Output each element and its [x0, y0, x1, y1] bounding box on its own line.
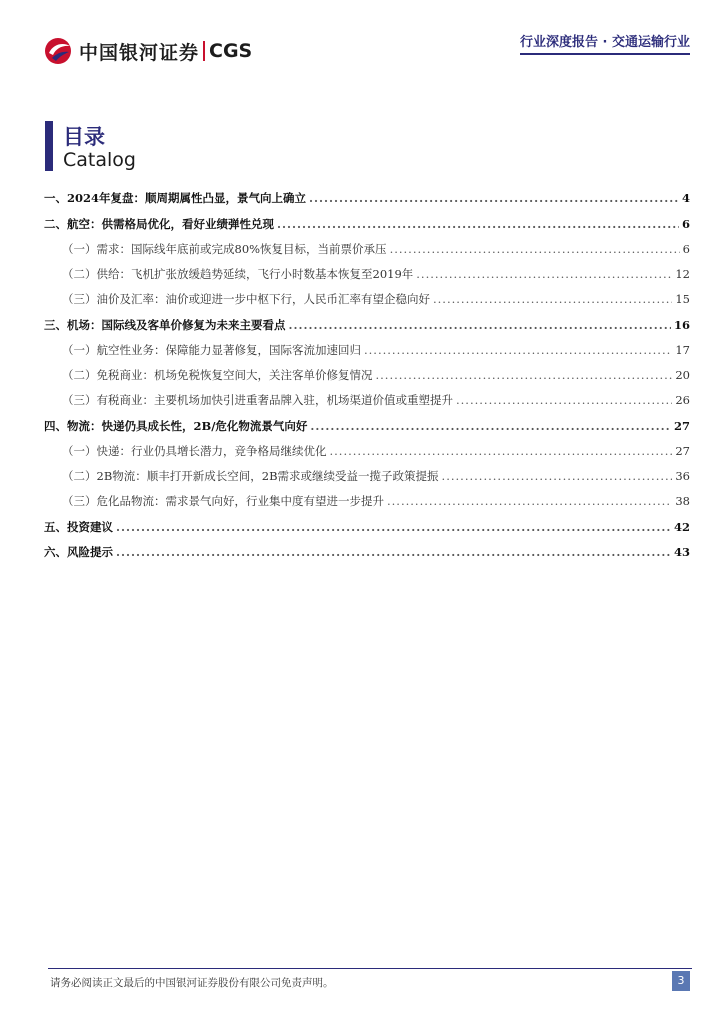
toc-leader-dots — [376, 368, 673, 382]
toc-entry[interactable] — [44, 544, 690, 569]
footer-rule — [48, 968, 692, 969]
toc-entry[interactable] — [44, 190, 690, 215]
catalog-title-en: Catalog — [63, 149, 136, 171]
toc-leader-dots — [116, 545, 671, 559]
toc-entry-page: 4 — [681, 191, 690, 205]
toc-leader-dots — [390, 242, 680, 256]
toc-leader-dots — [116, 520, 671, 534]
toc-entry[interactable] — [44, 418, 690, 443]
toc-entry[interactable] — [44, 291, 690, 316]
catalog-title-cn: 目录 — [63, 125, 105, 149]
toc-leader-dots — [387, 494, 672, 508]
toc-entry-text: （三）有税商业：主要机场加快引进重奢品牌入驻，机场渠道价值或重塑提升 — [62, 393, 453, 407]
toc-leader-dots — [416, 267, 672, 281]
logo-chinese-name: 中国银河证券 — [79, 41, 200, 64]
toc-leader-dots — [456, 393, 672, 407]
toc-entry[interactable] — [44, 493, 690, 518]
toc-entry-text: （三）油价及汇率：油价或迎进一步中枢下行，人民币汇率有望企稳向好 — [62, 292, 430, 306]
toc-entry-page: 36 — [675, 469, 690, 483]
toc-entry[interactable] — [44, 241, 690, 266]
toc-entry[interactable] — [44, 519, 690, 544]
toc-entry-page: 26 — [675, 393, 690, 407]
toc-entry-page: 16 — [673, 318, 690, 332]
toc-entry-page: 12 — [675, 267, 690, 281]
toc-entry[interactable] — [44, 266, 690, 291]
toc-entry[interactable] — [44, 317, 690, 342]
toc-leader-dots — [310, 419, 671, 433]
toc-entry-page: 42 — [673, 520, 690, 534]
toc-entry-text: （二）供给：飞机扩张放缓趋势延续，飞行小时数基本恢复至2019年 — [62, 267, 414, 281]
toc-entry-text: （一）快递：行业仍具增长潜力，竞争格局继续优化 — [62, 444, 327, 458]
toc-leader-dots — [309, 191, 679, 205]
toc-entry-page: 17 — [675, 343, 690, 357]
title-accent-bar — [45, 121, 53, 171]
cgs-logo — [43, 36, 252, 66]
toc-entry-text: 二、航空：供需格局优化，看好业绩弹性兑现 — [44, 217, 274, 231]
toc-entry[interactable] — [44, 342, 690, 367]
report-type-label: 行业深度报告 · 交通运输行业 — [520, 35, 690, 50]
toc-leader-dots — [289, 318, 671, 332]
toc-entry-text: 三、机场：国际线及客单价修复为未来主要看点 — [44, 318, 286, 332]
header-rule — [520, 53, 690, 55]
toc-entry-text: （一）航空性业务：保障能力显著修复，国际客流加速回归 — [62, 343, 361, 357]
toc-leader-dots — [330, 444, 673, 458]
toc-entry-page: 6 — [681, 217, 690, 231]
cgs-logo-icon — [43, 36, 75, 66]
toc-entry-page: 43 — [673, 545, 690, 559]
toc-entry-text: 六、风险提示 — [44, 545, 113, 559]
toc-leader-dots — [364, 343, 672, 357]
toc-entry-page: 15 — [675, 292, 690, 306]
toc-entry-page: 27 — [675, 444, 690, 458]
toc-entry-text: （二）免税商业：机场免税恢复空间大，关注客单价修复情况 — [62, 368, 373, 382]
toc-entry[interactable] — [44, 443, 690, 468]
toc-entry[interactable] — [44, 392, 690, 417]
toc-entry-page: 27 — [673, 419, 690, 433]
toc-leader-dots — [442, 469, 673, 483]
page-number-badge: 3 — [672, 971, 690, 991]
toc-entry[interactable] — [44, 468, 690, 493]
toc-entry-text: （一）需求：国际线年底前或完成80%恢复目标，当前票价承压 — [62, 242, 387, 256]
toc-entry-text: （三）危化品物流：需求景气向好，行业集中度有望进一步提升 — [62, 494, 384, 508]
logo-separator — [203, 41, 205, 61]
toc-entry[interactable] — [44, 367, 690, 392]
toc-leader-dots — [277, 217, 679, 231]
toc-entry-page: 20 — [675, 368, 690, 382]
toc-entry-text: 一、2024年复盘：顺周期属性凸显，景气向上确立 — [44, 191, 307, 205]
toc-entry-page: 6 — [682, 242, 690, 256]
toc-entry-text: （二）2B物流：顺丰打开新成长空间，2B需求或继续受益一揽子政策提振 — [62, 469, 439, 483]
toc-entry[interactable] — [44, 216, 690, 241]
toc-entry-text: 五、投资建议 — [44, 520, 113, 534]
table-of-contents — [44, 190, 690, 569]
page-header — [0, 0, 724, 70]
footer-disclaimer: 请务必阅读正文最后的中国银河证券股份有限公司免责声明。 — [50, 977, 334, 989]
toc-entry-page: 38 — [675, 494, 690, 508]
logo-english-name: CGS — [209, 40, 253, 62]
toc-leader-dots — [433, 292, 672, 306]
toc-entry-text: 四、物流：快递仍具成长性，2B/危化物流景气向好 — [44, 419, 308, 433]
